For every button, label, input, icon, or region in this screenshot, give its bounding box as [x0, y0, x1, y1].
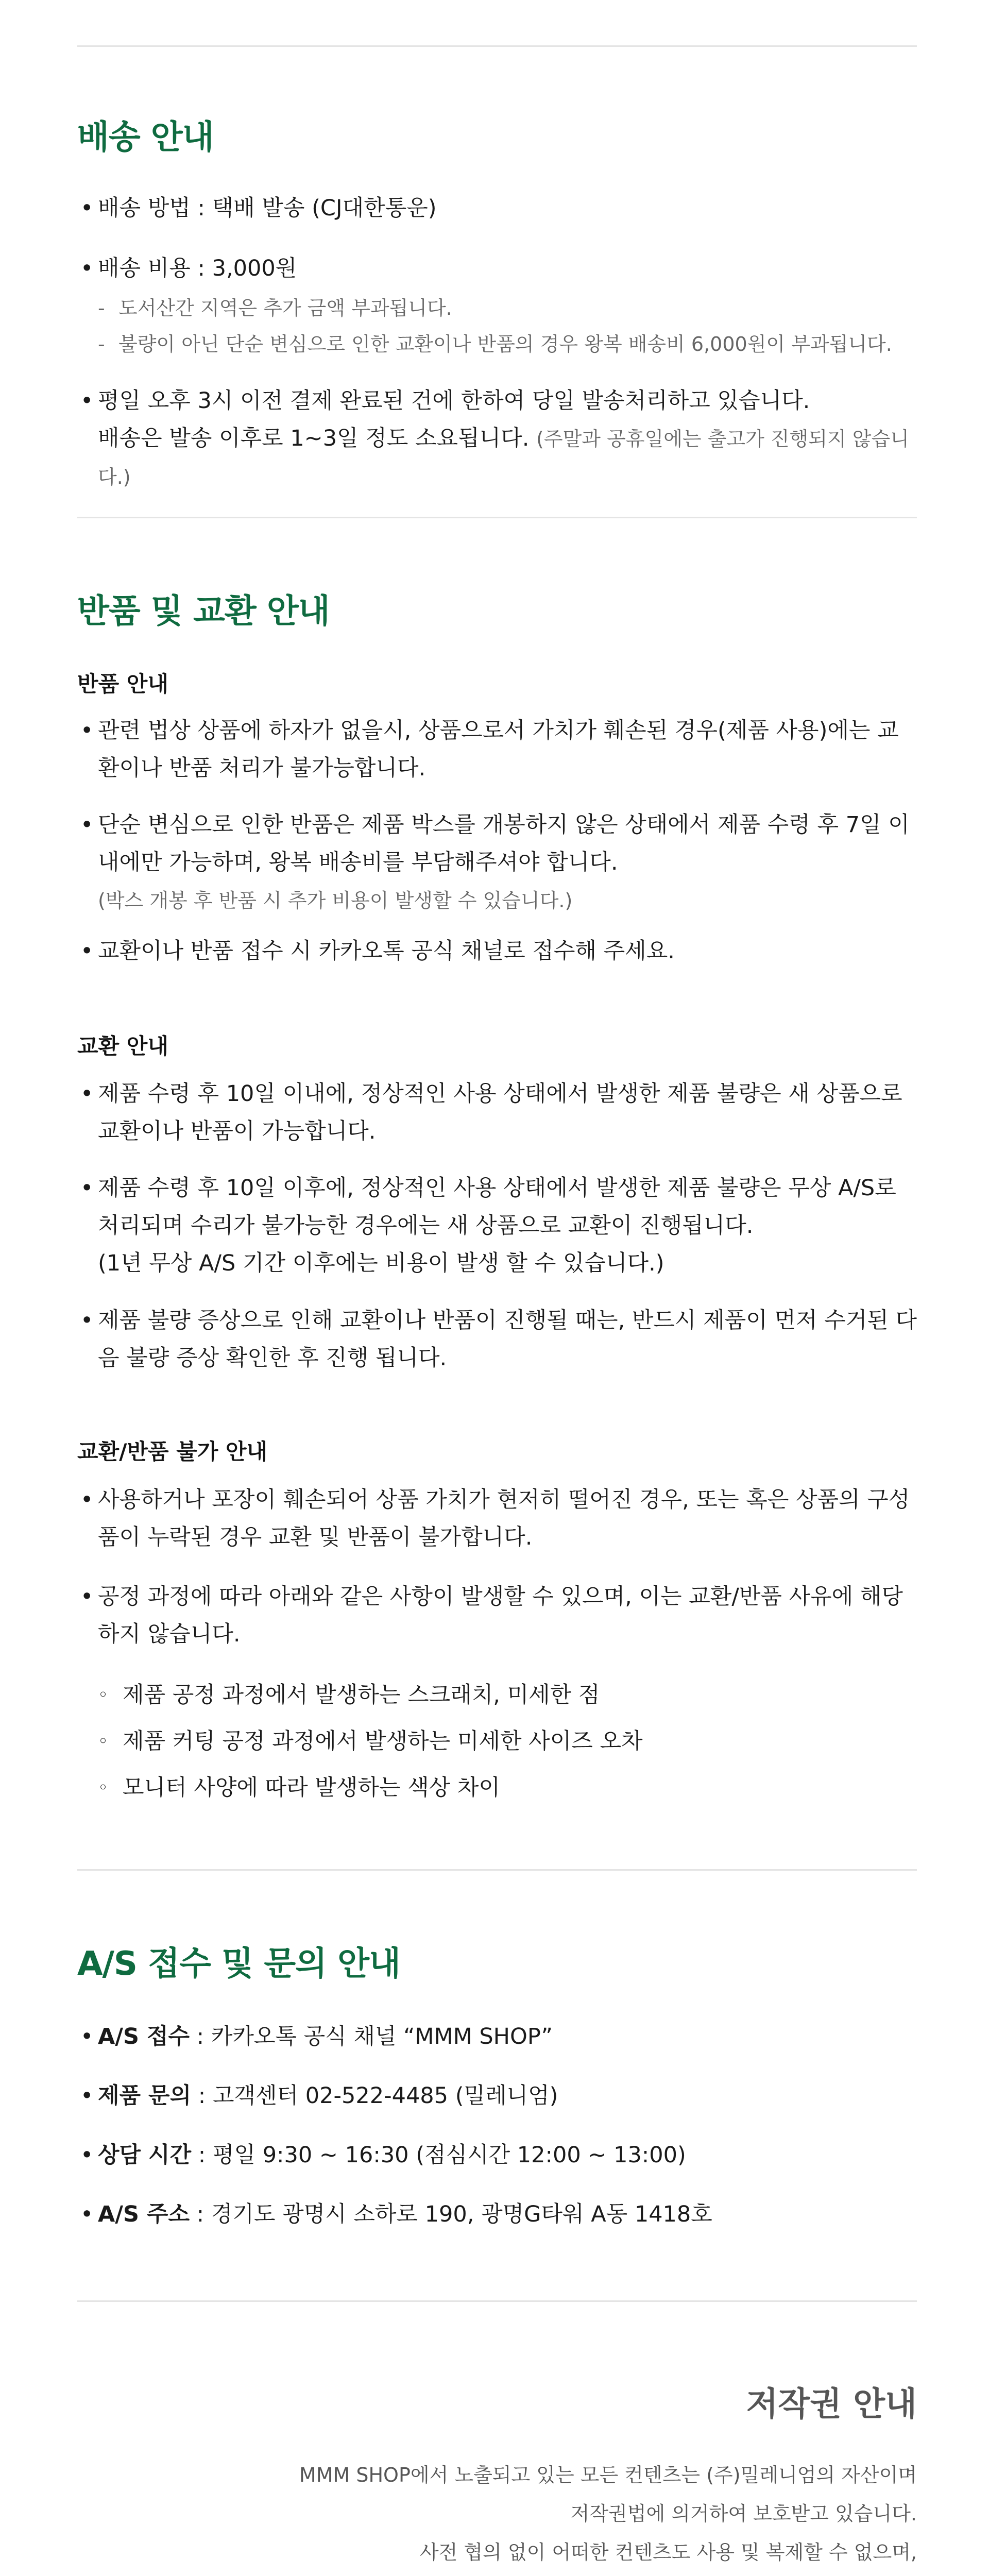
noreturn-item-text: 사용하거나 포장이 훼손되어 상품 가치가 현저히 떨어진 경우, 또는 혹은 상품의 구성품이 누락된 경우 교환 및 반품이 불가합니다. — [98, 1487, 910, 1550]
noreturn-subitem-text: 모니터 사양에 따라 발생하는 색상 차이 — [123, 1775, 500, 1801]
bullet: • — [80, 256, 94, 281]
delivery-cost-item — [77, 250, 917, 287]
circle-bullet: ◦ — [98, 1731, 109, 1752]
exchange-item-text: 제품 수령 후 10일 이후에, 정상적인 사용 상태에서 발생한 제품 불량은 무상 A/S로 처리되며 수리가 불가능한 경우에는 새 상품으로 교환이 진행됩니다. — [98, 1175, 896, 1239]
return-item-text: 관련 법상 상품에 하자가 없을시, 상품으로서 가치가 훼손된 경우(제품 사용)에는 교환이나 반품 처리가 불가능합니다. — [98, 718, 899, 781]
bullet: • — [80, 1308, 94, 1333]
bullet: • — [80, 2024, 94, 2049]
noreturn-subitem — [98, 1770, 500, 1806]
exchange-item-text: 제품 수령 후 10일 이내에, 정상적인 사용 상태에서 발생한 제품 불량은 새 상품으로 교환이나 반품이 가능합니다. — [98, 1081, 902, 1144]
noreturn-subitem — [98, 1723, 643, 1759]
noreturn-subitem — [98, 1677, 600, 1713]
delivery-method-item — [77, 190, 917, 227]
delivery-method-text: 배송 방법 : 택배 발송 (CJ대한통운) — [98, 195, 437, 221]
bullet: • — [80, 1175, 94, 1201]
copyright-line: 사전 협의 없이 어떠한 컨텐츠도 사용 및 복제할 수 없으며, — [419, 2541, 917, 2564]
bullet: • — [80, 2142, 94, 2168]
dash: - — [98, 297, 105, 319]
as-row-label: A/S 접수 — [98, 2024, 190, 2049]
delivery-section-title: 배송 안내 — [77, 118, 214, 157]
copyright-title: 저작권 안내 — [746, 2385, 917, 2424]
exchange-item — [77, 1170, 917, 1282]
bullet: • — [80, 718, 94, 743]
divider — [77, 45, 917, 47]
as-row — [77, 2196, 917, 2233]
copyright-line: MMM SHOP에서 노출되고 있는 모든 컨텐츠는 (주)밀레니엄의 자산이며 — [299, 2464, 917, 2486]
as-section-title: A/S 접수 및 문의 안내 — [77, 1945, 400, 1983]
as-row-label: A/S 주소 — [98, 2201, 190, 2227]
as-row-value: : 카카오톡 공식 채널 “MMM SHOP” — [190, 2024, 553, 2049]
return-item-text: 단순 변심으로 인한 반품은 제품 박스를 개봉하지 않은 상태에서 제품 수령 후 7일 이내에만 가능하며, 왕복 배송비를 부담해주셔야 합니다. — [98, 812, 910, 875]
delivery-cost-text: 배송 비용 : 3,000원 — [98, 256, 297, 281]
as-row-label: 상담 시간 — [98, 2142, 192, 2168]
delivery-cost-note-text: 불량이 아닌 단순 변심으로 인한 교환이나 반품의 경우 왕복 배송비 6,000원이 부과됩니다. — [118, 333, 892, 355]
return-item — [77, 933, 917, 970]
bullet: • — [80, 2201, 94, 2227]
dash: - — [98, 333, 105, 355]
bullet: • — [80, 1584, 94, 1609]
copyright-line: 저작권법에 의거하여 보호받고 있습니다. — [570, 2502, 917, 2525]
return-subtitle: 반품 안내 — [77, 671, 168, 697]
noreturn-subtitle: 교환/반품 불가 안내 — [77, 1439, 268, 1464]
noreturn-item — [77, 1578, 917, 1653]
delivery-schedule-note: (주말과 공휴일에는 출고가 진행되지 않습니다.) — [98, 428, 909, 488]
exchange-item — [77, 1302, 917, 1377]
as-row — [77, 2077, 917, 2115]
as-row — [77, 2137, 917, 2174]
bullet: • — [80, 1487, 94, 1513]
noreturn-item-text: 공정 과정에 따라 아래와 같은 사항이 발생할 수 있으며, 이는 교환/반품 사유에 해당하지 않습니다. — [98, 1584, 903, 1647]
exchange-item-text: 제품 불량 증상으로 인해 교환이나 반품이 진행될 때는, 반드시 제품이 먼저 수거된 다음 불량 증상 확인한 후 진행 됩니다. — [98, 1308, 917, 1371]
delivery-cost-note — [98, 293, 452, 324]
bullet: • — [80, 388, 94, 414]
as-row-value: : 평일 9:30 ~ 16:30 (점심시간 12:00 ~ 13:00) — [191, 2142, 686, 2168]
delivery-cost-note-text: 도서산간 지역은 추가 금액 부과됩니다. — [118, 297, 452, 319]
return-item — [77, 806, 917, 920]
as-row-label: 제품 문의 — [98, 2083, 192, 2109]
divider — [77, 1869, 917, 1871]
return-item — [77, 712, 917, 787]
return-item-note: (박스 개봉 후 반품 시 추가 비용이 발생할 수 있습니다.) — [98, 889, 573, 912]
bullet: • — [80, 812, 94, 838]
bullet: • — [80, 195, 94, 221]
noreturn-subitem-text: 제품 커팅 공정 과정에서 발생하는 미세한 사이즈 오차 — [123, 1728, 643, 1754]
divider — [77, 2300, 917, 2302]
returns-section-title: 반품 및 교환 안내 — [77, 592, 330, 631]
as-row-value: : 고객센터 02-522-4485 (밀레니엄) — [191, 2083, 558, 2109]
delivery-schedule-item — [77, 382, 917, 496]
noreturn-subitem-text: 제품 공정 과정에서 발생하는 스크래치, 미세한 점 — [123, 1682, 600, 1708]
noreturn-item — [77, 1481, 917, 1556]
circle-bullet: ◦ — [98, 1777, 109, 1798]
exchange-item-note: (1년 무상 A/S 기간 이후에는 비용이 발생 할 수 있습니다.) — [98, 1250, 664, 1276]
exchange-subtitle: 교환 안내 — [77, 1033, 168, 1059]
bullet: • — [80, 2083, 94, 2109]
circle-bullet: ◦ — [98, 1685, 109, 1705]
delivery-schedule-line2: 배송은 발송 이후로 1~3일 정도 소요됩니다. — [98, 426, 530, 451]
return-item-text: 교환이나 반품 접수 시 카카오톡 공식 채널로 접수해 주세요. — [98, 938, 675, 964]
as-row-value: : 경기도 광명시 소하로 190, 광명G타워 A동 1418호 — [190, 2201, 712, 2227]
bullet: • — [80, 938, 94, 964]
as-row — [77, 2018, 917, 2056]
delivery-schedule-line1: 평일 오후 3시 이전 결제 완료된 건에 한하여 당일 발송처리하고 있습니다. — [98, 388, 810, 414]
delivery-cost-note — [98, 329, 892, 360]
divider — [77, 517, 917, 518]
exchange-item — [77, 1075, 917, 1150]
bullet: • — [80, 1081, 94, 1107]
